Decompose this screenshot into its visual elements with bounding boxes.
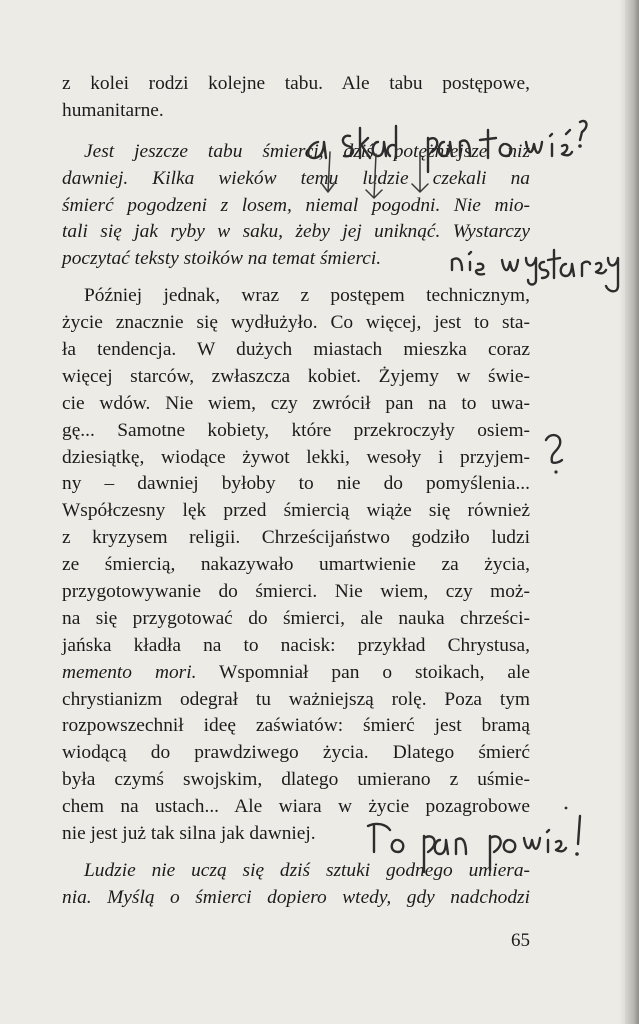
text-line: humanitarne. [62,99,164,121]
book-text [62,71,530,912]
page-edge [625,0,639,1024]
text-line: poczytać teksty stoików na temat śmierci. [62,248,382,270]
text-line: z kolei rodzi kolejne tabu. Ale tabu postępowe, [62,73,530,94]
text-line: dziesiątkę, wiodące żywot lekki, wesoły i przyjem- [62,446,530,468]
margin-question-mark [540,430,570,480]
text-line: tali się jak ryby w saku, żeby jej uniknąć. Wystarczy [62,221,530,243]
text-line: cie wdów. Nie wiem, czy zwrócił pan na to uwa- [62,392,530,414]
text-line: chrystianizm odegrał tu ważniejszą rolę. Poza tym [62,688,530,710]
paragraph-gap [62,125,530,139]
text-line: jańska kładła na to nacisk: przykład Chrystusa, [62,634,530,656]
text-line: była czymś swojskim, dlatego umierano z uśmie- [62,769,530,791]
text-line: ła tendencja. W dużych miastach mieszka coraz [62,339,530,361]
text-line: wiodącą do prawdziwego życia. Dlatego śmierć [62,742,530,764]
paragraph-gap [62,273,530,283]
memento-rest: Wspomniał pan o stoikach, ale [196,661,531,683]
page-number: 65 [511,930,530,951]
text-line: ze śmiercią, nakazywało umartwienie za życia, [62,554,530,576]
text-line: gę... Samotne kobiety, które przekroczyły osiem- [62,419,530,441]
text-line: rozpowszechnił ideę zaświatów: śmierć jest bramą [62,715,530,737]
text-line: Współczesny lęk przed śmiercią wiąże się również [62,500,530,522]
text-line: z kryzysem religii. Chrześcijaństwo godziło ludzi [62,527,530,549]
text-line: ny – dawniej byłoby to nie do pomyślenia... [62,473,530,495]
text-line: Ludzie nie uczą się dziś sztuki godnego umiera- [84,859,530,881]
text-line: nia. Myślą o śmierci dopiero wtedy, gdy nadchodzi [62,886,530,908]
text-line: więcej starców, zwłaszcza kobiet. Żyjemy w świe- [62,365,530,387]
text-line: życie znacznie się wydłużyło. Co więcej, jest to sta- [62,312,530,334]
text-line: dawniej. Kilka wieków temu ludzie czekali na [62,167,530,189]
text-line-memento [62,660,530,687]
paragraph-gap [62,848,530,858]
text-line: śmierć pogodzeni z losem, niemal pogodni. Nie mio- [62,194,530,216]
text-line: na się przygotować do śmierci, ale nauka chrześci- [62,607,530,629]
memento-mori-phrase: memento mori. [62,661,197,683]
text-line: chem na ustach... Ale wiara w życie pozagrobowe [62,796,530,818]
text-line: przygotowywanie do śmierci. Nie wiem, czy moż- [62,581,530,603]
text-line: Później jednak, wraz z postępem technicznym, [84,285,530,307]
text-line: Jest jeszcze tabu śmierci, dziś potężniejsze niż [84,140,530,162]
text-line: nie jest już tak silna jak dawniej. [62,823,316,845]
question-mark-sketch [540,430,570,480]
